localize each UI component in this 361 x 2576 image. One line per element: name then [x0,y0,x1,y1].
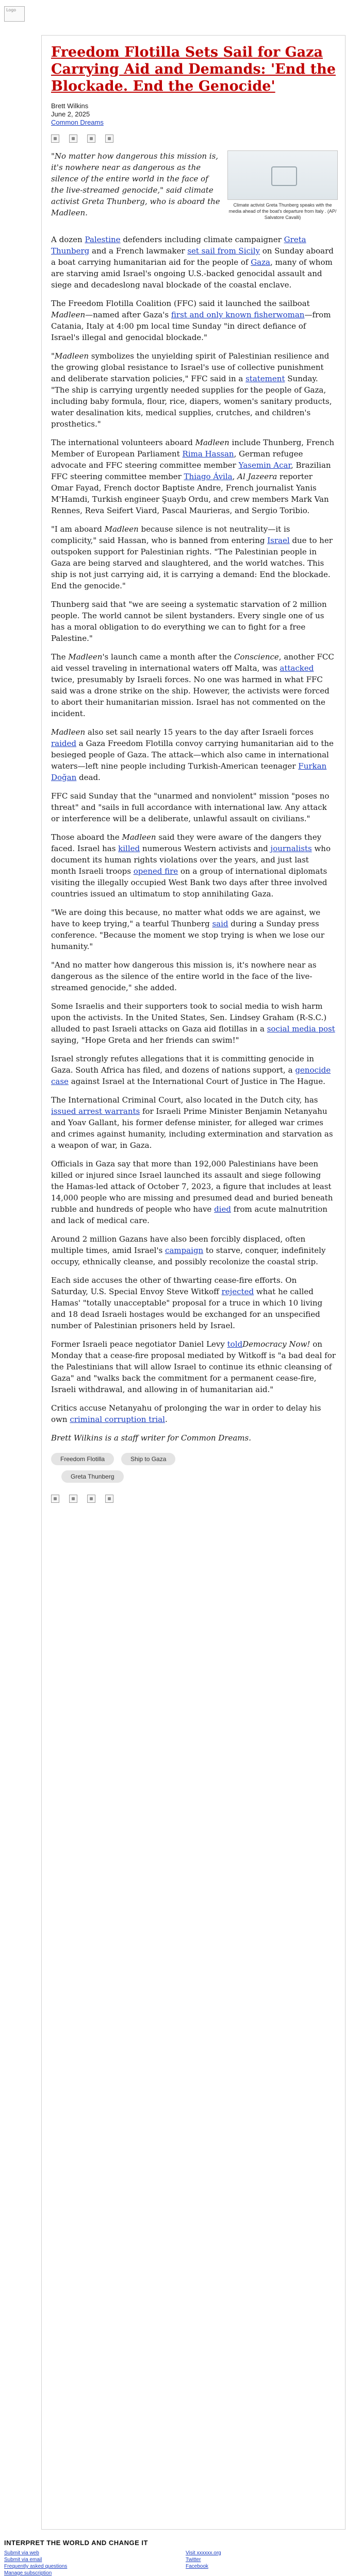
article-paragraph [51,1053,336,1087]
text-run: , [232,472,238,481]
tag-list [51,1453,336,1488]
text-run: Sunday. "The ship is carrying urgently needed supplies for the people of Gaza, including baby formula, flour, rice, diapers, women's sanitary products, water desalination kits, medical supplies, crutches, and children's prosthetics." [51,374,332,429]
text-run: "And no matter how dangerous this mission is, it's nowhere near as dangerous as the silence of the entire world in the face of the live-streamed genocide," she added. [51,960,317,992]
text-run: what he called Hamas' "totally unacceptable" proposal for a truce in which 10 living and 18 dead Israeli hostages would be exchanged for an unspecified number of Palestinian prisoners held by Israel. [51,1287,323,1330]
text-run: Each side accuses the other of thwarting cease-fire efforts. On Saturday, U.S. Special Envoy Steve Witkoff [51,1276,297,1296]
italic-text: Madleen [51,727,86,737]
inline-link[interactable]: set sail from Sicily [187,246,260,256]
text-run: symbolizes the unyielding spirit of Palestinian resilience and the growing global resistance to Israel's use of collective punishment and deliberate starvation policies," FFC said in a [51,351,330,383]
inline-link[interactable]: opened fire [133,867,178,876]
article-paragraph [51,726,336,783]
author-note: Brett Wilkins is a staff writer for Common Dreams. [51,1433,251,1443]
italic-text: Al Jazeera [237,472,277,481]
inline-link[interactable]: campaign [165,1246,204,1255]
publication-link[interactable]: Common Dreams [51,118,104,126]
article-paragraph [51,1094,336,1151]
inline-link[interactable]: attacked [280,664,314,673]
image-caption: Climate activist Greta Thunberg speaks with the media ahead of the boat's departure from Italy . (AP/ Salvatore Cavalli) [228,202,337,220]
article-paragraph [51,959,336,993]
italic-text: Madleen [104,524,139,534]
italic-text: Madleen [68,652,103,662]
text-run: , another FCC aid vessel traveling in international waters off Malta, was [51,652,334,673]
article-body [51,234,336,1425]
twitter-link[interactable]: Twitter [186,2557,201,2563]
inline-link[interactable]: rejected [221,1287,254,1296]
text-run: include Thunberg, French Member of European Parliament [51,438,334,459]
article-paragraph [51,1158,336,1226]
text-run: Officials in Gaza say that more than 192,000 Palestinians have been killed or injured since Israel launched its assault and siege following the Hamas-led attack of October 7, 2023, a figure that includes at least 14,000 people who are missing and presumed dead and buried beneath rubble and hundreds of people who have [51,1159,333,1214]
article-paragraph [51,1402,336,1425]
x-icon[interactable] [69,134,77,143]
text-run: from acute malnutrition and lack of medical care. [51,1205,327,1225]
text-run: and a French lawmaker [89,246,188,256]
italic-text: Madleen [51,310,86,319]
article-paragraph [51,790,336,824]
text-run: Those aboard the [51,833,122,842]
italic-text: Madleen [195,438,229,447]
footer-heading: INTERPRET THE WORLD AND CHANGE IT [4,2539,148,2547]
inline-link[interactable]: Rima Hassan [182,449,234,459]
text-run: The International Criminal Court, also located in the Dutch city, has [51,1095,318,1105]
publisher-logo [4,6,25,22]
inline-link[interactable]: social media post [267,1024,335,1033]
submit-web-link[interactable]: Submit via web [4,2550,39,2556]
tag-freedom-flotilla[interactable]: Freedom Flotilla [51,1453,114,1465]
text-run: FFC said Sunday that the "unarmed and nonviolent" mission "poses no threat" and "sails in full accordance with international law. Any attack or interference will be a deliberate, unlawful assault on civilians." [51,791,330,823]
italic-text: Madleen [54,351,89,361]
inline-link[interactable]: Greta Thunberg [51,235,306,256]
text-run: saying, "Hope Greta and her friends can swim!" [51,1036,239,1045]
inline-link[interactable]: Thiago Ávila [184,472,233,481]
article-paragraph [51,1001,336,1046]
tag-ship-to-gaza[interactable]: Ship to Gaza [121,1453,175,1465]
article-paragraph [51,1338,336,1395]
email-icon[interactable] [87,134,95,143]
text-run: —from Catania, Italy at 4:00 pm local time Sunday "in direct defiance of Israel's illegal and genocidal blockade." [51,310,331,342]
text-run: on Sunday aboard a boat carrying humanitarian aid for the people of [51,246,334,267]
text-run: A dozen [51,235,85,244]
text-run: said they were aware of the dangers they faced. Israel has [51,833,322,853]
tag-greta-thunberg[interactable]: Greta Thunberg [61,1470,124,1483]
inline-link[interactable]: first and only known fisherwoman [171,310,305,319]
text-run: during a Sunday press conference. "Because the moment we stop trying is when we lose our humanity." [51,919,325,951]
text-run: a Gaza Freedom Flotilla convoy carrying humanitarian aid to the besieged people of Gaza. The attack—which also came in international waters—left nine people including Turkish-American teenager [51,739,334,771]
footer-right-links [186,2550,221,2570]
text-run: Former Israeli peace negotiator Daniel Levy [51,1340,227,1349]
article-paragraph [51,1275,336,1331]
text-run: dead. [76,773,101,782]
inline-link[interactable]: Yasemin Acar [238,461,291,470]
text-run: "We are doing this because, no matter what odds we are against, we have to keep trying," a tearful Thunberg [51,908,321,928]
publish-date: June 2, 2025 [51,110,90,118]
inline-link[interactable]: genocide case [51,1065,331,1086]
lead-image [227,150,338,200]
inline-link[interactable]: journalists [270,844,312,853]
text-run: who document its human rights violations over the years, and just last month Israeli troops [51,844,331,876]
lead-section [51,150,336,227]
text-run: defenders including climate campaigner [120,235,284,244]
text-run: " [51,351,55,361]
inline-link[interactable]: statement [245,374,285,383]
italic-text: Democracy Now! [242,1340,310,1349]
text-run: , Brazilian FFC steering committee member [51,461,331,481]
email-icon[interactable] [87,1495,95,1503]
footer-left-links [4,2550,67,2576]
text-run: The international volunteers aboard [51,438,195,447]
footer [4,2539,357,2576]
text-run: Some Israelis and their supporters took to social media to wish harm upon the activists. In the United States, Sen. Lindsey Graham (R-S.C.) alluded to past Israeli attacks on Gaza aid flotillas in a [51,1002,327,1033]
text-run: The Freedom Flotilla Coalition (FFC) said it launched the sailboat [51,299,310,308]
text-run: for Israeli Prime Minister Benjamin Netanyahu and Yoav Gallant, his former defense minister, for alleged war crimes and crimes against humanity, including extermination and starvation as a weapon of war, in Gaza. [51,1107,333,1150]
publication-name [51,118,336,127]
text-run: —named after Gaza's [85,310,171,319]
text-run: . [165,1415,168,1424]
article-paragraph [51,832,336,900]
inline-link[interactable]: Palestine [85,235,121,244]
inline-link[interactable]: told [227,1340,243,1349]
article-paragraph [51,298,336,343]
footer-columns [4,2550,357,2576]
text-run: Around 2 million Gazans have also been forcibly displaced, often multiple times, amid Israel's [51,1234,306,1255]
text-run: Thunberg said that "we are seeing a systematic starvation of 2 million people. The world cannot be silent bystanders. Every single one of us has a moral obligation to do everything we can to fight for a free Palestine." [51,600,327,643]
inline-link[interactable]: Israel [267,536,290,545]
article-paragraph [51,234,336,291]
text-run: to starve, conquer, indefinitely occupy, ethnically cleanse, and possibly recolonize the coastal strip. [51,1246,326,1266]
inline-link[interactable]: issued arrest warrants [51,1107,140,1116]
inline-link[interactable]: Gaza [251,258,270,267]
article-paragraph [51,523,336,591]
italic-text: Conscience [234,652,279,662]
visit-site-link[interactable]: Visit xxxxxx.org [186,2550,221,2556]
text-run: The [51,652,69,662]
inline-link[interactable]: died [214,1205,231,1214]
facebook-icon[interactable] [51,1495,59,1503]
faq-link[interactable]: Frequently asked questions [4,2564,68,2569]
submit-email-link[interactable]: Submit via email [4,2557,42,2563]
text-run: , German refugee advocate and FFC steering committee member [51,449,303,470]
article-paragraph [51,1233,336,1267]
text-run: on a group of international diplomats visiting the illegally occupied West Bank two days after three involved countries issued an ultimatum to stop annihilating Gaza. [51,867,327,899]
x-icon[interactable] [69,1495,77,1503]
inline-link[interactable]: killed [118,844,140,853]
article-paragraph [51,350,336,430]
logo-alt-text: Logo [6,8,17,12]
article-paragraph [51,651,336,719]
author-name: Brett Wilkins [51,102,89,110]
text-run: due to her outspoken support for Palestinian rights. "The Palestinian people in Gaza are being starved and slaughtered, and the world watches. This ship is not just carrying aid, it is carrying a demand: End the blockade. End the genocide." [51,536,333,590]
text-run: "I am aboard [51,524,105,534]
article-paragraph [51,907,336,952]
article-paragraph [51,437,336,516]
text-run: Israel strongly refutes allegations that it is committing genocide in Gaza. South Africa has filed, and dozens of nations support, a [51,1054,314,1075]
text-run: twice, presumably by Israeli forces. No one was harmed in what FFC said was a drone strike on the ship. However, the activists were forced to abort their humanitarian mission. Israel has not commented on the incident. [51,675,330,718]
social-bar [51,1493,336,1502]
article-title[interactable]: Freedom Flotilla Sets Sail for Gaza Carrying Aid and Demands: 'End the Blockade. End the Genocide' [51,44,336,94]
italic-text: Madleen [122,833,156,842]
manage-subscription-link[interactable]: Manage subscription [4,2570,52,2576]
inline-link[interactable]: Furkan Doğan [51,761,327,782]
text-run: because silence is not neutrality—it is complicity," said Hassan, who is banned from entering [51,524,290,545]
facebook-icon[interactable] [51,134,59,143]
text-run: also set sail nearly 15 years to the day after Israeli forces [85,727,314,737]
text-run: against Israel at the International Court of Justice in The Hague. [68,1077,325,1086]
facebook-link[interactable]: Facebook [186,2564,208,2569]
inline-link[interactable]: said [212,919,228,928]
lead-quote: "No matter how dangerous this mission is, it's nowhere near as dangerous as the silence of the entire world in the face of the live-streamed genocide," said climate activist Greta Thunberg, who is aboard the Madleen. [51,151,220,217]
text-run: , many of whom are starving amid Israel's ongoing U.S.-backed genocidal assault and siege and decadeslong naval blockade of the coastal enclave. [51,258,333,290]
text-run: on Monday that a cease-fire proposal mediated by Witkoff is "a bad deal for the Palestinians that will allow Israel to continue its ethnic cleansing of Gaza" and "walks back the commitment for a permanent cease-fire, Israeli withdrawal, and allowing in of humanitarian aid." [51,1340,336,1394]
article-paragraph [51,599,336,644]
share-bar [51,133,336,142]
text-run: 's launch came a month after the [102,652,234,662]
lead-figure [227,150,338,221]
text-run: Critics accuse Netanyahu of prolonging the war in order to delay his own [51,1403,321,1424]
text-run: reporter Omar Fayad, French doctor Baptiste Andre, French journalist Yanis M'Hamdi, Turkish engineer Şuayb Ordu, and crew members Mark Van Rennes, Reva Seifert Viard, Pascal Maurieras, and Sergio Toribio. [51,472,329,515]
article-card [41,35,346,2530]
text-run: numerous Western activists and [140,844,271,853]
print-icon[interactable] [105,134,113,143]
inline-link[interactable]: criminal corruption trial [70,1415,165,1424]
print-icon[interactable] [105,1495,113,1503]
inline-link[interactable]: raided [51,739,76,748]
